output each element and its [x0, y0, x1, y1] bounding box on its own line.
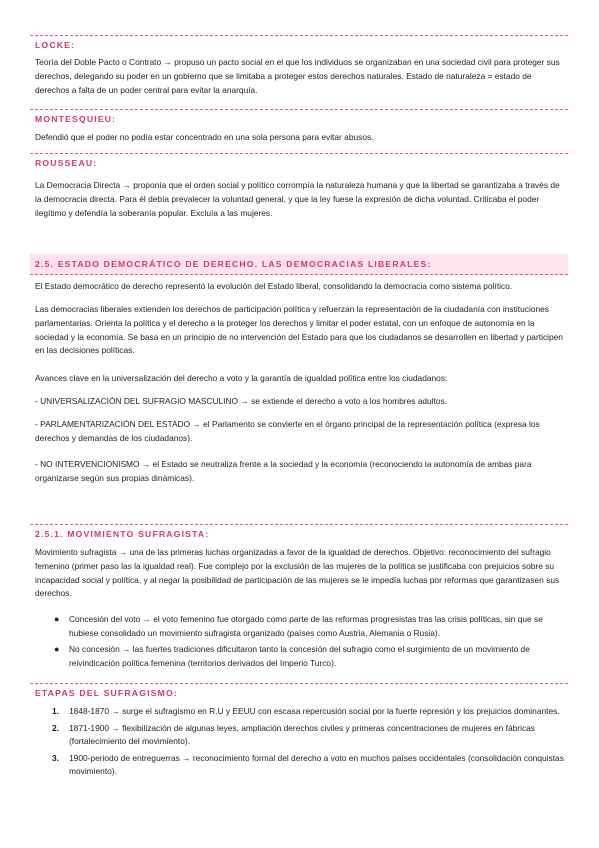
paragraph-estado-3: Avances clave en la universalización del derecho a voto y la garantía de igualdad política entre los ciudadanos:: [35, 373, 448, 383]
etapas-numbered-list: [52, 705, 567, 782]
bullet-icon: ●: [54, 614, 60, 624]
heading-movimiento-sufragista: 2.5.1. MOVIMIENTO SUFRAGISTA:: [30, 524, 568, 542]
list-item: ● No concesión → las fuertes tradiciones dificultaron tanto la concesión del sufragio como el surgimiento de un movimiento de reivindicación política femenina (territorios derivados del Imperio Turco).: [54, 644, 530, 668]
paragraph-parlamentarizacion: - PARLAMENTARIZACIÓN DEL ESTADO → el Parlamento se convierte en el órgano principal de la representación política (expresa los derechos y demandas de los ciudadanos).: [35, 419, 540, 443]
heading-estado-democratico: 2.5. ESTADO DEMOCRÁTICO DE DERECHO. LAS DEMOCRACIAS LIBERALES:: [30, 254, 568, 275]
paragraph-no-intervencionismo: - NO INTERVENCIONISMO → el Estado se neutraliza frente a la sociedad y la economía (reconociendo la autonomía de ambas para organizarse según sus propias dinámicas).: [35, 459, 532, 483]
heading-etapas-sufragismo: ETAPAS DEL SUFRAGISMO:: [30, 683, 568, 701]
paragraph-locke: Teoría del Doble Pacto o Contrato → propuso un pacto social en el que los individuos se organizaban en una sociedad civil para proteger sus derechos, delegando su poder en un gobierno que se limitaba a proteger estos derechos naturales. Estado de naturaleza = estado de derechos a falta de un poder central para evitar la anarquía.: [35, 57, 560, 95]
bullet-icon: ●: [54, 644, 60, 654]
paragraph-rousseau: La Democracia Directa → proponía que el orden social y político corrompía la naturaleza humana y que la libertad se garantizaba a través de la democracia directa. Para él debía prevalecer la voluntad general, y que la ley fuese la expresión de dicha voluntad. Criticaba el poder ilegítimo y defendía la soberanía popular. Excluía a las mujeres.: [35, 180, 560, 218]
list-item: 2. 1871-1900 → flexibilización de algunas leyes, ampliación derechos civiles y primeras concentraciones de mujeres en fábricas (fortalecimiento del movimiento).: [52, 722, 535, 746]
sufragista-bullet-list: [52, 613, 567, 673]
heading-locke: LOCKE:: [30, 35, 568, 53]
paragraph-sufragista: Movimiento sufragista → una de las primeras luchas organizadas a favor de la igualdad de derechos. Objetivo: reconocimiento del sufragio femenino (primer paso las la igualdad real). Fue complejo por la exclusión de las mujeres de la política se justificaba con prejuicios sobre su incapacidad social y política, y al negar la posibilidad de participación de las mujeres se le impedía luchas por reformas que garantizasen sus derechos.: [35, 547, 560, 599]
list-item: ● Concesión del voto → el voto femenino fue otorgado como parte de las reformas progresistas tras las crisis políticas, sin que se hubiese consolidado un movimiento sufragista organizado (países como Austria, Alemania o Rusia).: [54, 614, 543, 638]
paragraph-estado-2: Las democracias liberales extienden los derechos de participación política y refuerzan la representación de la ciudadanía con instituciones parlamentarias. Orienta la política y el derecho a la proteger los derechos y limitar el poder estatal, con un enfoque de autonomía en la sociedad y la economía. Se basa en un principio de no intervención del Estado para que los ciudadanos se desarrollen en libertad y participen en las decisiones políticas.: [35, 304, 563, 356]
list-item: 1. 1848-1870 → surge el sufragismo en R.U y EEUU con escasa repercusión social por la fuerte represión y los prejuicios dominantes.: [52, 706, 560, 716]
paragraph-estado-1: El Estado democrático de derecho representó la evolución del Estado liberal, consolidando la democracia como sistema político.: [35, 281, 513, 291]
heading-rousseau: ROUSSEAU:: [30, 153, 568, 171]
paragraph-sufragio-masculino: - UNIVERSALIZACIÓN DEL SUFRAGIO MASCULINO → se extiende el derecho a voto a los hombres adultos.: [35, 396, 448, 406]
heading-montesquieu: MONTESQUIEU:: [30, 109, 568, 127]
paragraph-montesquieu: Defendió que el poder no podía estar concentrado en una sola persona para evitar abusos.: [35, 132, 374, 142]
list-item: 3. 1900-periodo de entreguerras → reconocimiento formal del derecho a voto en muchos países occidentales (consolidación conquistas movimiento).: [52, 752, 564, 776]
